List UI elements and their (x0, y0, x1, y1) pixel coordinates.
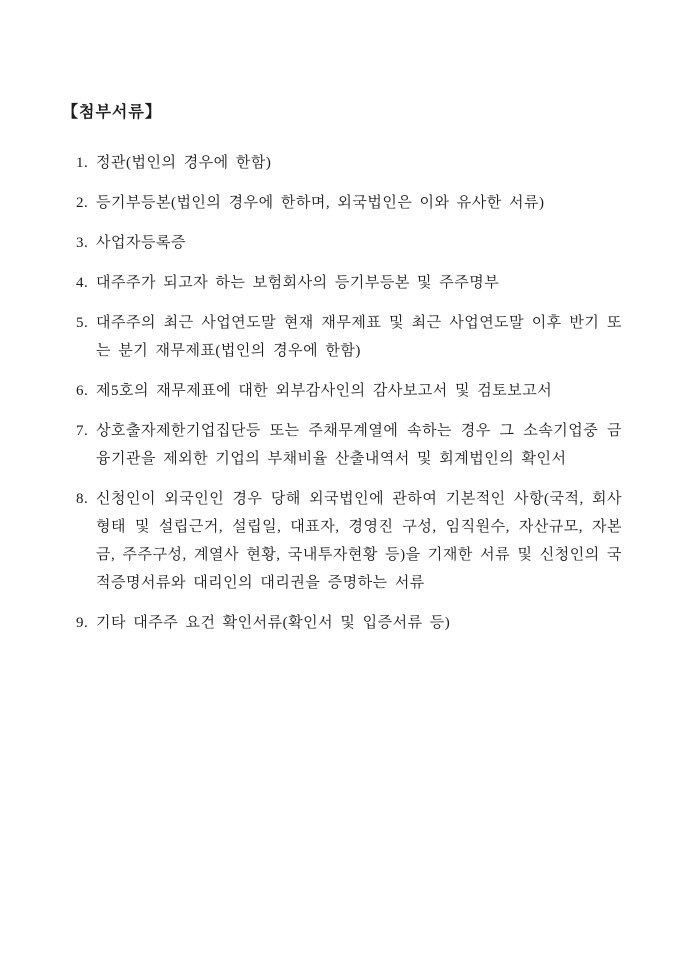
list-item-number: 8. (76, 491, 89, 507)
list-item-number: 4. (76, 275, 89, 291)
list-item (76, 377, 622, 405)
list-item (76, 417, 622, 473)
list-item-text: 대주주가 되고자 하는 보험회사의 등기부등본 및 주주명부 (96, 275, 500, 291)
list-item (76, 189, 622, 217)
list-item-text: 신청인이 외국인인 경우 당해 외국법인에 관하여 기본적인 사항(국적, 회사형태 및 설립근거, 설립일, 대표자, 경영진 구성, 임직원수, 자산규모, 자본금, 주주구성, 계열사 현황, 국내투자현황 등)을 기재한 서류 및 신청인의 국적증명서류와 대리인의 대리권을 증명하는 서류 (96, 491, 622, 591)
list-item-text: 대주주의 최근 사업연도말 현재 재무제표 및 최근 사업연도말 이후 반기 또는 분기 재무제표(법인의 경우에 한함) (96, 315, 622, 359)
list-item-text: 상호출자제한기업집단등 또는 주채무계열에 속하는 경우 그 소속기업중 금융기관을 제외한 기업의 부채비율 산출내역서 및 회계법인의 확인서 (96, 423, 622, 467)
list-item (76, 609, 622, 637)
list-item (76, 149, 622, 177)
list-item (76, 229, 622, 257)
list-item-number: 1. (76, 155, 89, 171)
list-item-number: 7. (76, 423, 89, 439)
list-item-text: 기타 대주주 요건 확인서류(확인서 및 입증서류 등) (96, 615, 451, 631)
list-item-number: 3. (76, 235, 89, 251)
list-item-number: 9. (76, 615, 89, 631)
list-item-text: 등기부등본(법인의 경우에 한하며, 외국법인은 이와 유사한 서류) (96, 195, 545, 211)
list-item-text: 제5호의 재무제표에 대한 외부감사인의 감사보고서 및 검토보고서 (96, 383, 553, 399)
list-item (76, 485, 622, 597)
list-item (76, 309, 622, 365)
list-item-number: 6. (76, 383, 89, 399)
attachment-list (62, 149, 622, 637)
list-item-number: 5. (76, 315, 89, 331)
document-title: 【첨부서류】 (62, 104, 162, 121)
list-item-number: 2. (76, 195, 89, 211)
list-item-text: 정관(법인의 경우에 한함) (96, 155, 272, 171)
list-item (76, 269, 622, 297)
list-item-text: 사업자등록증 (96, 235, 186, 251)
